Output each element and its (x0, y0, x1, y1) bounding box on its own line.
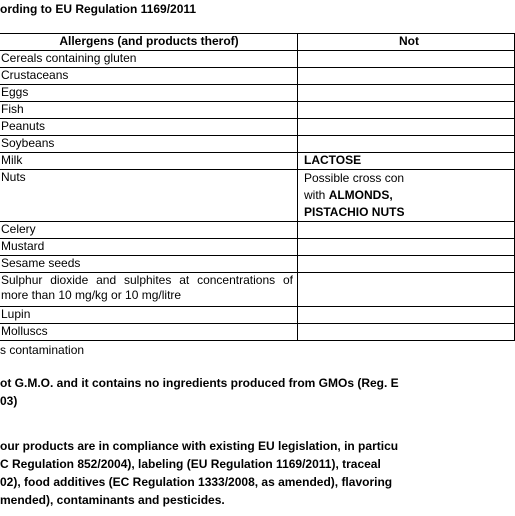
allergen-cell: Peanuts (0, 119, 298, 136)
table-row (0, 307, 515, 324)
note-text: with (304, 188, 329, 202)
gmo-line: ot G.M.O. and it contains no ingredients produced from GMOs (Reg. E (0, 376, 399, 390)
allergen-cell: Milk (0, 153, 298, 170)
allergen-cell: Fish (0, 102, 298, 119)
note-allergen-almonds: ALMONDS, (328, 188, 393, 202)
table-row (0, 119, 515, 136)
gmo-statement (0, 374, 399, 410)
table-row (0, 136, 515, 153)
table-row (0, 51, 515, 68)
cross-contamination-footnote: s contamination (0, 343, 85, 357)
table-row (0, 170, 515, 222)
table-row (0, 102, 515, 119)
table-row (0, 153, 515, 170)
note-cell (298, 119, 515, 136)
note-cell (298, 307, 515, 324)
allergen-cell: Eggs (0, 85, 298, 102)
allergen-table (0, 33, 515, 341)
allergen-cell: Soybeans (0, 136, 298, 153)
allergen-line: more than 10 mg/kg or 10 mg/litre (1, 288, 182, 302)
note-cell (298, 222, 515, 239)
note-cell (298, 85, 515, 102)
allergen-cell: Crustaceans (0, 68, 298, 85)
note-cell (298, 256, 515, 273)
eu-line: our products are in compliance with existing EU legislation, in particu (0, 439, 399, 453)
allergen-cell: Celery (0, 222, 298, 239)
note-cell: LACTOSE (298, 153, 515, 170)
note-allergen-pistachio: PISTACHIO NUTS (304, 205, 405, 219)
allergen-cell: Lupin (0, 307, 298, 324)
eu-line: 02), food additives (EC Regulation 1333/2008, as amended), flavoring (0, 475, 393, 489)
column-header-notes: Not (298, 34, 515, 51)
note-cell (298, 68, 515, 85)
table-row (0, 324, 515, 341)
gmo-line: 03) (0, 394, 18, 408)
note-cell (298, 136, 515, 153)
allergen-cell: Mustard (0, 239, 298, 256)
document-heading: ording to EU Regulation 1169/2011 (0, 2, 197, 16)
note-cell (298, 239, 515, 256)
table-header-row (0, 34, 515, 51)
table-row (0, 239, 515, 256)
eu-line: mended), contaminants and pesticides. (0, 493, 225, 507)
allergen-line: Sulphur dioxide and sulphites at concentrations of (1, 273, 293, 287)
allergen-cell: Cereals containing gluten (0, 51, 298, 68)
allergen-cell: Sesame seeds (0, 256, 298, 273)
note-cell (298, 102, 515, 119)
column-header-allergens: Allergens (and products therof) (0, 34, 298, 51)
note-cell (298, 273, 515, 307)
note-cell (298, 51, 515, 68)
table-row (0, 85, 515, 102)
note-line: Possible cross con (304, 171, 405, 185)
note-cell (298, 170, 515, 222)
eu-line: C Regulation 852/2004), labeling (EU Regulation 1169/2011), traceal (0, 457, 381, 471)
allergen-cell: Molluscs (0, 324, 298, 341)
allergen-cell (0, 273, 298, 307)
table-row (0, 68, 515, 85)
note-line (304, 187, 514, 204)
eu-compliance-statement (0, 437, 398, 509)
table-row (0, 256, 515, 273)
table-row (0, 273, 515, 307)
note-cell (298, 324, 515, 341)
table-row (0, 222, 515, 239)
allergen-cell: Nuts (0, 170, 298, 222)
